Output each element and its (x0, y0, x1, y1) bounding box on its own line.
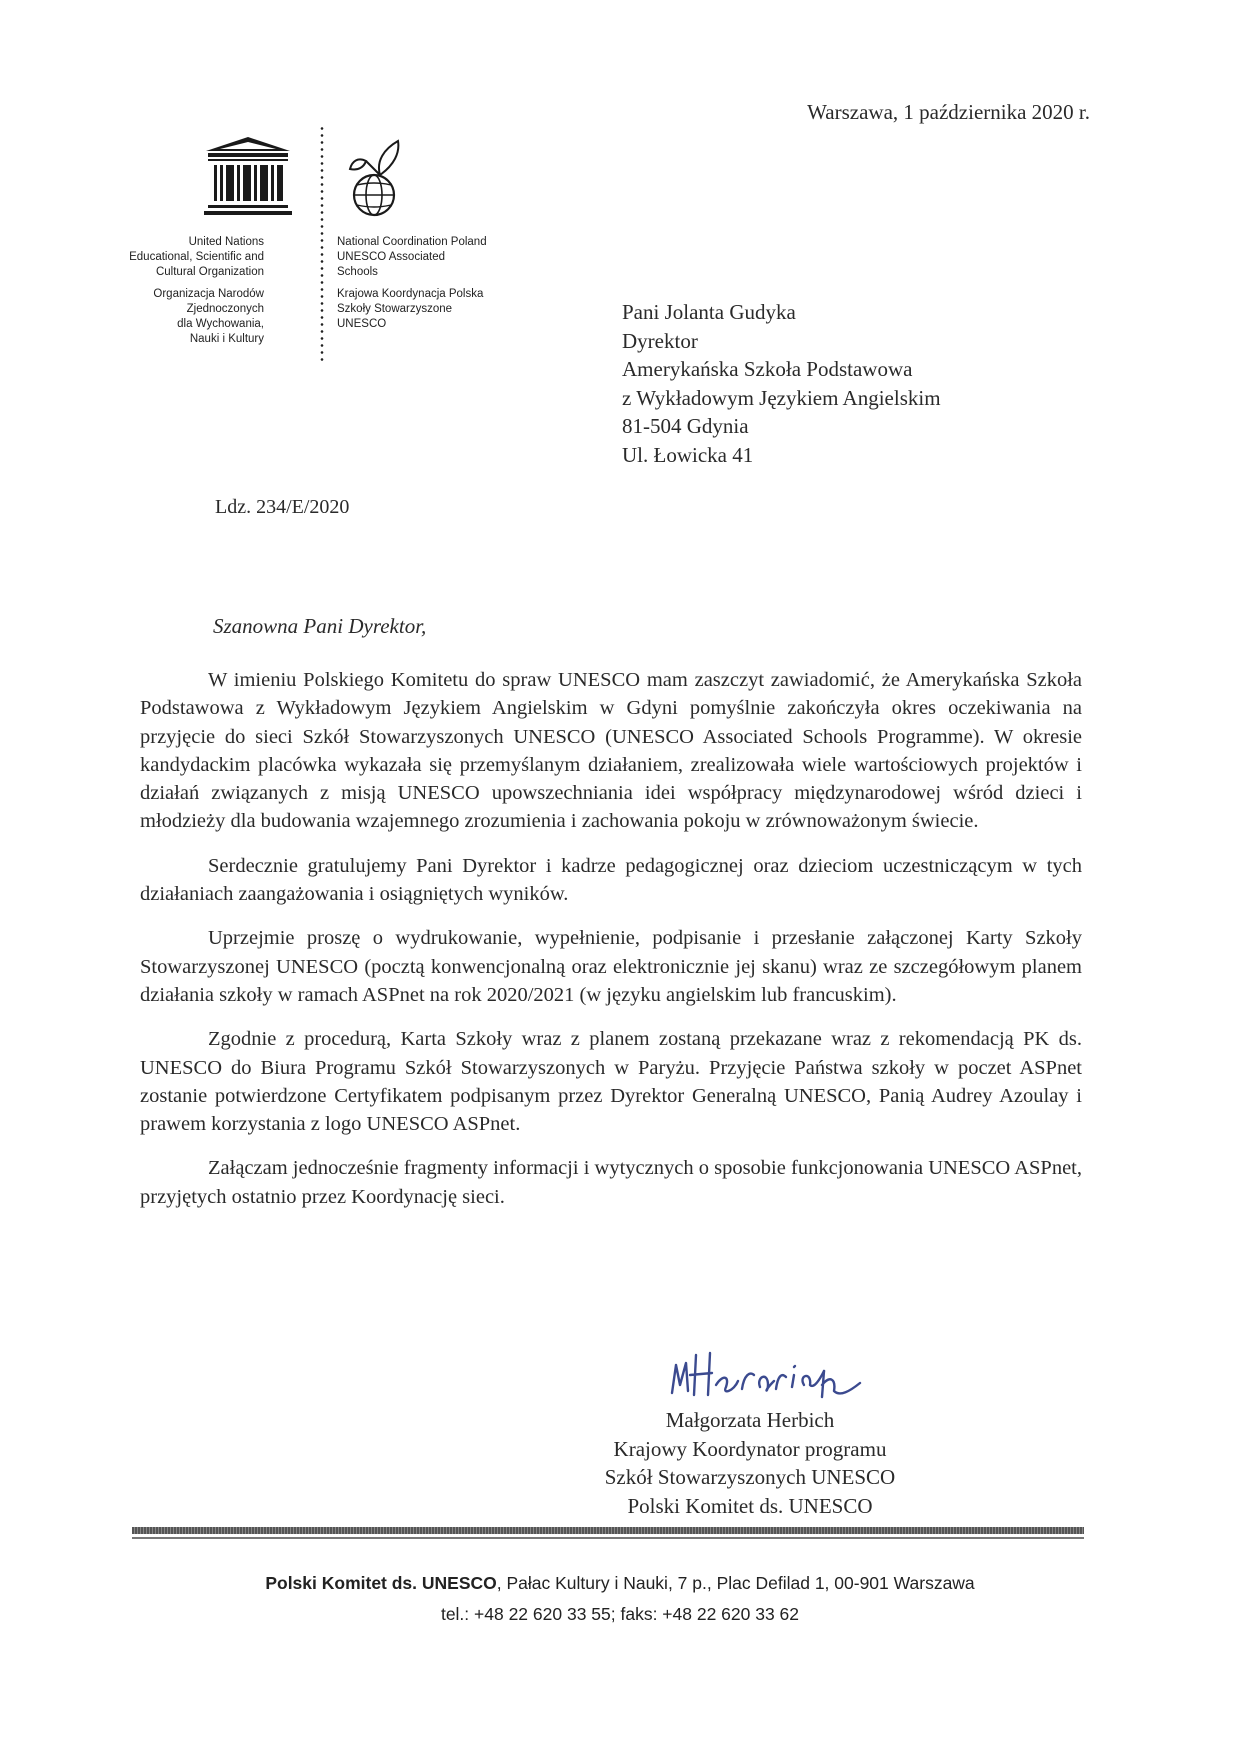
body-paragraph: W imieniu Polskiego Komitetu do spraw UNESCO mam zaszczyt zawiadomić, że Amerykańska Szkoła Podstawowa z Wykładowym Językiem Angielskim w Gdyni pomyślnie zakończyła okres oczekiwania na przyjęcie do sieci Szkół Stowarzyszonych UNESCO (UNESCO Associated Schools Programme). W okresie kandydackim placówka wykazała się przemyślanym działaniem, zrealizowała wiele wartościowych projektów i działań związanych z misją UNESCO upowszechniania idei współpracy międzynarodowej wśród dzieci i młodzieży dla budowania wzajemnego zrozumienia i zachowania pokoju w zrównoważonym świecie. (140, 669, 1082, 833)
signer-title-2: Szkół Stowarzyszonych UNESCO (604, 1465, 896, 1489)
unesco-temple-logo (202, 135, 294, 219)
recipient-school-2: z Wykładowym Językiem Angielskim (622, 385, 941, 410)
unesco-name-polish: Organizacja Narodów Zjednoczonych dla Wychowania, Nauki i Kultury (153, 288, 264, 345)
body-paragraph: Serdecznie gratulujemy Pani Dyrektor i kadrze pedagogicznej oraz dzieciom uczestniczącym w tych działaniach zaangażowania i osiągniętych wyników. (140, 854, 1082, 906)
body-paragraph: Załączam jednocześnie fragmenty informacji i wytycznych o sposobie funkcjonowania UNESCO ASPnet, przyjętych ostatnio przez Koordynację sieci. (140, 1157, 1082, 1208)
aspnet-globe-leaf-logo (340, 135, 406, 223)
recipient-title: Dyrektor (622, 328, 698, 353)
letter-date: Warszawa, 1 października 2020 r. (807, 100, 1090, 124)
footer-address: , Pałac Kultury i Nauki, 7 p., Plac Defilad 1, 00-901 Warszawa (496, 1573, 975, 1593)
letterhead-logos (130, 125, 540, 365)
footer-rule (132, 1527, 1084, 1534)
letter-body (140, 666, 1082, 1227)
signer-title: Krajowy Koordynator programu (613, 1436, 887, 1461)
aspnet-name-english: National Coordination Poland UNESCO Associated Schools (337, 236, 487, 278)
recipient-address (622, 298, 941, 469)
footer-address-line (130, 1568, 1110, 1599)
recipient-school: Amerykańska Szkoła Podstawowa (622, 357, 913, 381)
reference-number: Ldz. 234/E/2020 (215, 496, 350, 518)
handwritten-signature (664, 1345, 869, 1413)
footer (130, 1568, 1110, 1630)
footer-phones: tel.: +48 22 620 33 55; faks: +48 22 620 33 62 (440, 1604, 800, 1624)
signer-block (560, 1406, 940, 1520)
body-paragraph: Zgodnie z procedurą, Karta Szkoły wraz z planem zostaną przekazane wraz z rekomendacją PK ds. UNESCO do Biura Programu Szkół Stowarzyszonych w Paryżu. Przyjęcie Państwa szkoły w poczet ASPnet zostanie potwierdzone Certyfikatem podpisanym przez Dyrektor Generalną UNESCO, Panią Audrey Azoulay i prawem korzystania z logo UNESCO ASPnet. (140, 1028, 1082, 1136)
salutation: Szanowna Pani Dyrektor, (213, 614, 427, 638)
signer-organization: Polski Komitet ds. UNESCO (627, 1493, 873, 1518)
body-paragraph: Uprzejmie proszę o wydrukowanie, wypełnienie, podpisanie i przesłanie załączonej Karty Szkoły Stowarzyszonej UNESCO (pocztą konwencjonalną oraz elektronicznie jej skanu) wraz ze szczegółowym planem działania szkoły w ramach ASPnet na rok 2020/2021 (w języku angielskim lub francuskim). (140, 927, 1082, 1006)
footer-rule-thin (132, 1537, 1084, 1539)
recipient-street: Ul. Łowicka 41 (622, 442, 754, 467)
letterhead-divider (320, 125, 324, 365)
recipient-city: 81-504 Gdynia (622, 414, 749, 438)
signer-name: Małgorzata Herbich (665, 1408, 835, 1432)
unesco-name-english: United Nations Educational, Scientific and Cultural Organization (129, 236, 264, 278)
recipient-name: Pani Jolanta Gudyka (622, 300, 796, 324)
aspnet-name-polish: Krajowa Koordynacja Polska Szkoły Stowarzyszone UNESCO (337, 288, 484, 330)
footer-organization: Polski Komitet ds. UNESCO (265, 1573, 497, 1593)
